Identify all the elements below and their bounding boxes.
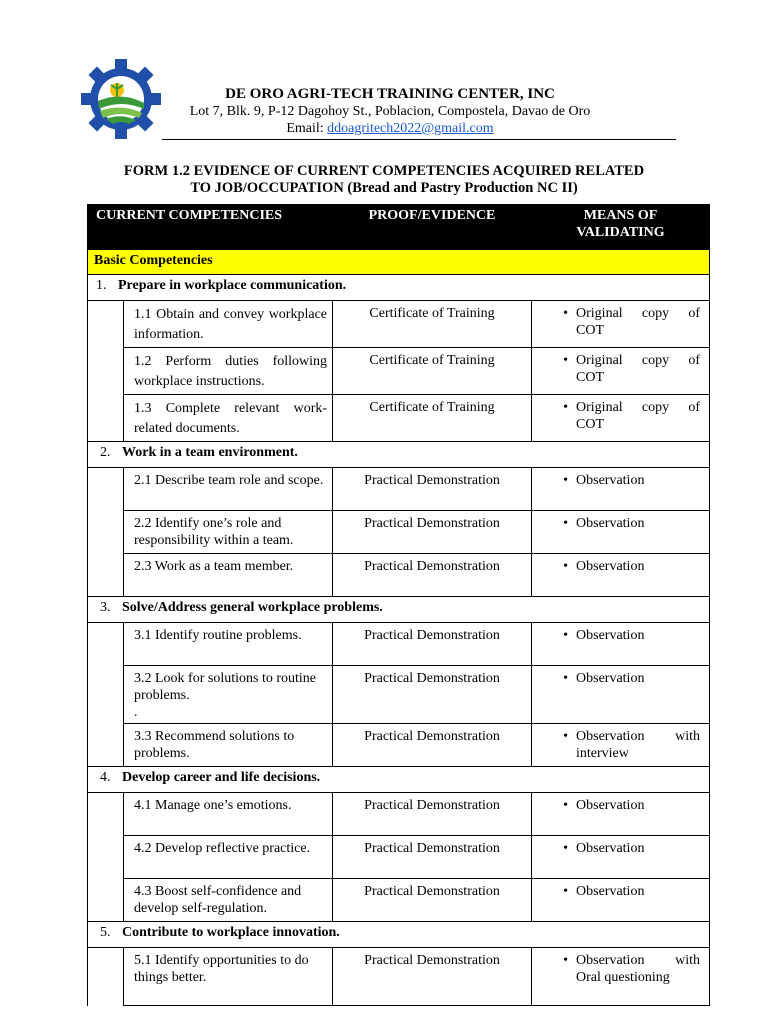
competency-description: [124, 301, 333, 348]
bullet-icon: •: [563, 400, 569, 415]
means-text: Observation with Oral questioning: [576, 953, 701, 985]
proof-evidence: Practical Demonstration: [333, 948, 532, 1006]
competency-extra-mark: .: [134, 705, 138, 720]
indent-cell: [88, 348, 124, 395]
competency-description-text: 3.1 Identify routine problems.: [134, 628, 302, 643]
competency-description-text: 5.1 Identify opportunities to do things better.: [134, 953, 309, 985]
competency-description: [124, 724, 333, 767]
indent-cell: [88, 511, 124, 554]
section-number: 5.: [100, 925, 111, 940]
bullet-icon: •: [563, 729, 569, 744]
bullet-icon: •: [563, 628, 569, 643]
section-row: [88, 275, 710, 301]
competency-description: [124, 511, 333, 554]
proof-evidence: Practical Demonstration: [333, 623, 532, 666]
competency-row: [88, 395, 710, 442]
means-text: Observation: [576, 473, 645, 488]
competency-description: [124, 793, 333, 836]
section-number: 4.: [100, 770, 111, 785]
indent-cell: [88, 948, 124, 1006]
form-title-line-1: FORM 1.2 EVIDENCE OF CURRENT COMPETENCIES ACQUIRED RELATED: [123, 163, 645, 179]
basic-competencies-label: Basic Competencies: [88, 250, 710, 275]
competency-description-text: 4.2 Develop reflective practice.: [134, 841, 311, 856]
section-title-cell: [88, 922, 710, 948]
means-text: Original copy of COT: [576, 353, 701, 385]
section-number: 2.: [100, 445, 111, 460]
indent-cell: [88, 623, 124, 666]
section-title: Solve/Address general workplace problems.: [122, 600, 383, 615]
email-link[interactable]: ddoagritech2022@gmail.com: [327, 121, 494, 136]
competency-description-text: 3.2 Look for solutions to routine problems.: [134, 671, 316, 703]
competency-description-text: 2.3 Work as a team member.: [134, 559, 294, 574]
section-title-cell: [88, 442, 710, 468]
competencies-table: [87, 204, 710, 1006]
indent-cell: [88, 666, 124, 724]
org-address: Lot 7, Blk. 9, P-12 Dagohoy St., Poblacion, Compostela, Davao de Oro: [189, 104, 591, 119]
email-label: Email:: [286, 121, 328, 136]
section-row: [88, 597, 710, 623]
proof-evidence: Certificate of Training: [333, 301, 532, 348]
means-of-validating: [532, 836, 710, 879]
competency-row: [88, 301, 710, 348]
proof-evidence: Practical Demonstration: [333, 554, 532, 597]
competency-description-text: 4.3 Boost self-confidence and develop self-regulation.: [134, 884, 302, 916]
bullet-icon: •: [563, 798, 569, 813]
means-text: Observation with interview: [576, 729, 701, 761]
competency-description-text: 3.3 Recommend solutions to problems.: [134, 729, 295, 761]
indent-cell: [88, 554, 124, 597]
means-of-validating: [532, 348, 710, 395]
competency-row: [88, 948, 710, 1006]
competency-description: [124, 879, 333, 922]
means-text: Observation: [576, 516, 645, 531]
section-row: [88, 442, 710, 468]
means-of-validating: [532, 554, 710, 597]
means-text: Observation: [576, 559, 645, 574]
section-number: 1.: [96, 278, 107, 293]
competency-description: [124, 348, 333, 395]
competency-row: [88, 836, 710, 879]
competency-row: [88, 348, 710, 395]
section-title: Develop career and life decisions.: [122, 770, 321, 785]
proof-evidence: Certificate of Training: [333, 395, 532, 442]
means-of-validating: [532, 879, 710, 922]
competency-description-text: 1.1 Obtain and convey workplace information.: [134, 307, 328, 342]
competency-description: [124, 395, 333, 442]
bullet-icon: •: [563, 953, 569, 968]
section-title-cell: [88, 767, 710, 793]
competency-description: [124, 666, 333, 724]
bullet-icon: •: [563, 353, 569, 368]
form-title: [88, 163, 680, 197]
proof-evidence: Practical Demonstration: [333, 666, 532, 724]
competency-description-text: 2.2 Identify one’s role and responsibility within a team.: [134, 516, 294, 548]
bullet-icon: •: [563, 559, 569, 574]
means-text: Observation: [576, 628, 645, 643]
competency-row: [88, 666, 710, 724]
proof-evidence: Practical Demonstration: [333, 793, 532, 836]
section-title-cell: [88, 275, 710, 301]
proof-evidence: Practical Demonstration: [333, 879, 532, 922]
competency-description-text: 1.3 Complete relevant work-related documents.: [134, 401, 328, 436]
proof-evidence: Practical Demonstration: [333, 724, 532, 767]
competency-row: [88, 468, 710, 511]
competency-description: [124, 948, 333, 1006]
means-of-validating: [532, 724, 710, 767]
proof-evidence: Practical Demonstration: [333, 468, 532, 511]
gear-field-logo-icon: [80, 58, 162, 140]
indent-cell: [88, 793, 124, 836]
competency-row: [88, 511, 710, 554]
competency-description-text: 2.1 Describe team role and scope.: [134, 473, 324, 488]
bullet-icon: •: [563, 516, 569, 531]
means-text: Original copy of COT: [576, 306, 701, 338]
means-of-validating: [532, 511, 710, 554]
means-of-validating: [532, 948, 710, 1006]
indent-cell: [88, 301, 124, 348]
org-email-line: [160, 121, 620, 137]
indent-cell: [88, 836, 124, 879]
means-text: Original copy of COT: [576, 400, 701, 432]
means-text: Observation: [576, 798, 645, 813]
section-title: Work in a team environment.: [122, 445, 298, 460]
section-title: Contribute to workplace innovation.: [122, 925, 340, 940]
means-of-validating: [532, 793, 710, 836]
header-proof-evidence: PROOF/EVIDENCE: [333, 205, 532, 250]
indent-cell: [88, 879, 124, 922]
means-of-validating: [532, 468, 710, 511]
competency-description: [124, 554, 333, 597]
means-text: Observation: [576, 671, 645, 686]
means-of-validating: [532, 666, 710, 724]
competency-description: [124, 836, 333, 879]
section-title-cell: [88, 597, 710, 623]
indent-cell: [88, 724, 124, 767]
competency-row: [88, 623, 710, 666]
means-of-validating: [532, 623, 710, 666]
header-means-of-validating: MEANS OF VALIDATING: [532, 205, 710, 250]
means-text: Observation: [576, 841, 645, 856]
competency-description-text: 1.2 Perform duties following workplace instructions.: [134, 354, 328, 389]
bullet-icon: •: [563, 671, 569, 686]
header-divider: [162, 139, 676, 140]
indent-cell: [88, 395, 124, 442]
proof-evidence: Practical Demonstration: [333, 836, 532, 879]
section-row: [88, 922, 710, 948]
bullet-icon: •: [563, 841, 569, 856]
bullet-icon: •: [563, 306, 569, 321]
proof-evidence: Certificate of Training: [333, 348, 532, 395]
competency-row: [88, 724, 710, 767]
header-current-competencies: CURRENT COMPETENCIES: [88, 205, 333, 250]
bullet-icon: •: [563, 884, 569, 899]
competency-row: [88, 554, 710, 597]
form-title-line-2: TO JOB/OCCUPATION (Bread and Pastry Production NC II): [190, 180, 578, 196]
competency-description: [124, 468, 333, 511]
bullet-icon: •: [563, 473, 569, 488]
proof-evidence: Practical Demonstration: [333, 511, 532, 554]
means-text: Observation: [576, 884, 645, 899]
section-title: Prepare in workplace communication.: [118, 278, 347, 293]
competency-row: [88, 879, 710, 922]
org-name: DE ORO AGRI-TECH TRAINING CENTER, INC: [225, 86, 555, 102]
competency-description: [124, 623, 333, 666]
means-of-validating: [532, 395, 710, 442]
means-of-validating: [532, 301, 710, 348]
indent-cell: [88, 468, 124, 511]
section-number: 3.: [100, 600, 111, 615]
competency-description-text: 4.1 Manage one’s emotions.: [134, 798, 292, 813]
table-header-row: [88, 205, 710, 250]
competency-row: [88, 793, 710, 836]
section-row: [88, 767, 710, 793]
basic-competencies-row: [88, 250, 710, 275]
